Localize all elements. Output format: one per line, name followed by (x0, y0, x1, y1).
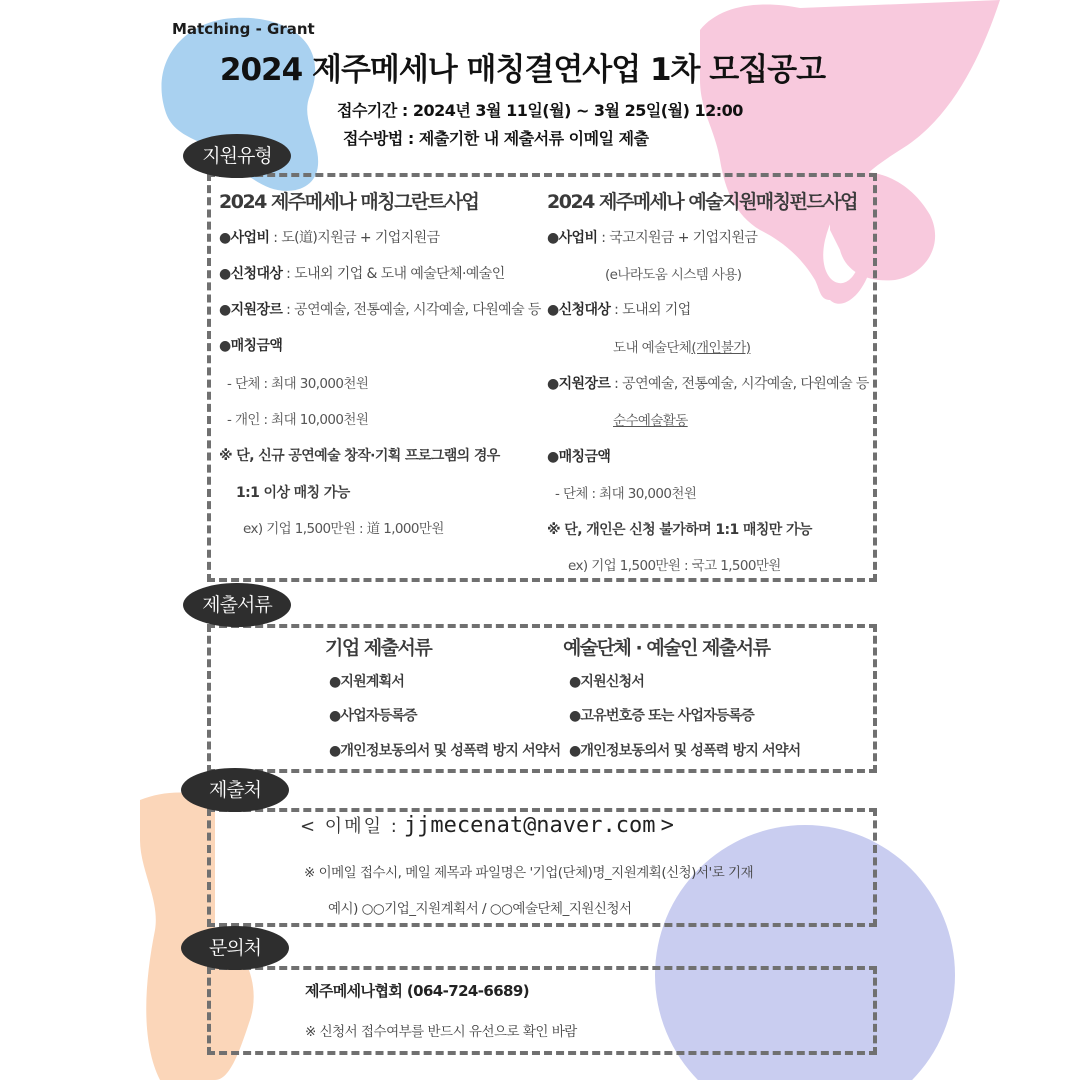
email-suffix: > (660, 813, 674, 838)
fund-example: ex) 기업 1,500만원 : 국고 1,500만원 (568, 558, 781, 574)
artist-doc-item: ●개인정보동의서 및 성폭력 방지 서약서 (569, 743, 801, 759)
documents-box (207, 624, 877, 773)
application-period: 접수기간 : 2024년 3월 11일(월) ~ 3월 25일(월) 12:00 (337, 101, 743, 120)
company-docs-title: 기업 제출서류 (325, 637, 432, 659)
company-doc-item: ●지원계획서 (329, 674, 405, 690)
tag-support-type: 지원유형 (183, 134, 291, 178)
grant-amount-person: - 개인 : 최대 10,000천원 (227, 412, 369, 428)
tag-submit: 제출처 (181, 768, 289, 812)
grant-amount: ●매칭금액 (219, 338, 283, 354)
company-doc-item: ●개인정보동의서 및 성폭력 방지 서약서 (329, 743, 561, 759)
artist-doc-item: ●지원신청서 (569, 674, 645, 690)
fund-title: 2024 제주메세나 예술지원매칭펀드사업 (547, 191, 857, 213)
contact-org: 제주메세나협회 (064-724-6689) (305, 982, 529, 1000)
submit-note: ※ 이메일 접수시, 메일 제목과 파일명은 '기업(단체)명_지원계획(신청)서'로 기재 (304, 865, 754, 881)
grant-budget: ●사업비 : 도(道)지원금 + 기업지원금 (219, 230, 440, 246)
artist-docs-title: 예술단체 · 예술인 제출서류 (563, 637, 770, 659)
grant-note-ratio: 1:1 이상 매칭 가능 (236, 485, 350, 501)
submit-box (207, 808, 877, 927)
support-type-box (207, 173, 877, 582)
grant-note: ※ 단, 신규 공연예술 창작·기획 프로그램의 경우 (219, 448, 500, 464)
poster-subtitle: Matching - Grant (172, 20, 315, 38)
grant-target: ●신청대상 : 도내외 기업 & 도내 예술단체·예술인 (219, 266, 505, 282)
email-prefix: < 이메일 : (300, 816, 399, 837)
fund-target-sub: 도내 예술단체(개인불가) (613, 340, 751, 356)
fund-amount-group: - 단체 : 최대 30,000천원 (555, 486, 697, 502)
tag-documents: 제출서류 (183, 583, 291, 627)
submit-example: 예시) ○○기업_지원계획서 / ○○예술단체_지원신청서 (328, 901, 632, 917)
contact-box (207, 966, 877, 1055)
grant-title: 2024 제주메세나 매칭그란트사업 (219, 191, 479, 213)
fund-amount: ●매칭금액 (547, 449, 611, 465)
fund-budget: ●사업비 : 국고지원금 + 기업지원금 (547, 230, 758, 246)
fund-target: ●신청대상 : 도내외 기업 (547, 302, 691, 318)
company-doc-item: ●사업자등록증 (329, 708, 417, 724)
grant-amount-group: - 단체 : 최대 30,000천원 (227, 376, 369, 392)
grant-genre: ●지원장르 : 공연예술, 전통예술, 시각예술, 다원예술 등 (219, 302, 541, 318)
email-address[interactable]: jjmecenat@naver.com (403, 813, 656, 838)
fund-genre-sub: 순수예술활동 (613, 413, 688, 429)
fund-note: ※ 단, 개인은 신청 불가하며 1:1 매칭만 가능 (547, 522, 812, 538)
tag-contact: 문의처 (181, 926, 289, 970)
poster-title: 2024 제주메세나 매칭결연사업 1차 모집공고 (219, 52, 826, 88)
application-method: 접수방법 : 제출기한 내 제출서류 이메일 제출 (343, 129, 649, 148)
fund-budget-sub: (e나라도움 시스템 사용) (605, 267, 742, 283)
grant-example: ex) 기업 1,500만원 : 道 1,000만원 (243, 521, 444, 537)
fund-genre: ●지원장르 : 공연예술, 전통예술, 시각예술, 다원예술 등 (547, 376, 869, 392)
contact-note: ※ 신청서 접수여부를 반드시 유선으로 확인 바람 (305, 1024, 577, 1040)
artist-doc-item: ●고유번호증 또는 사업자등록증 (569, 708, 754, 724)
